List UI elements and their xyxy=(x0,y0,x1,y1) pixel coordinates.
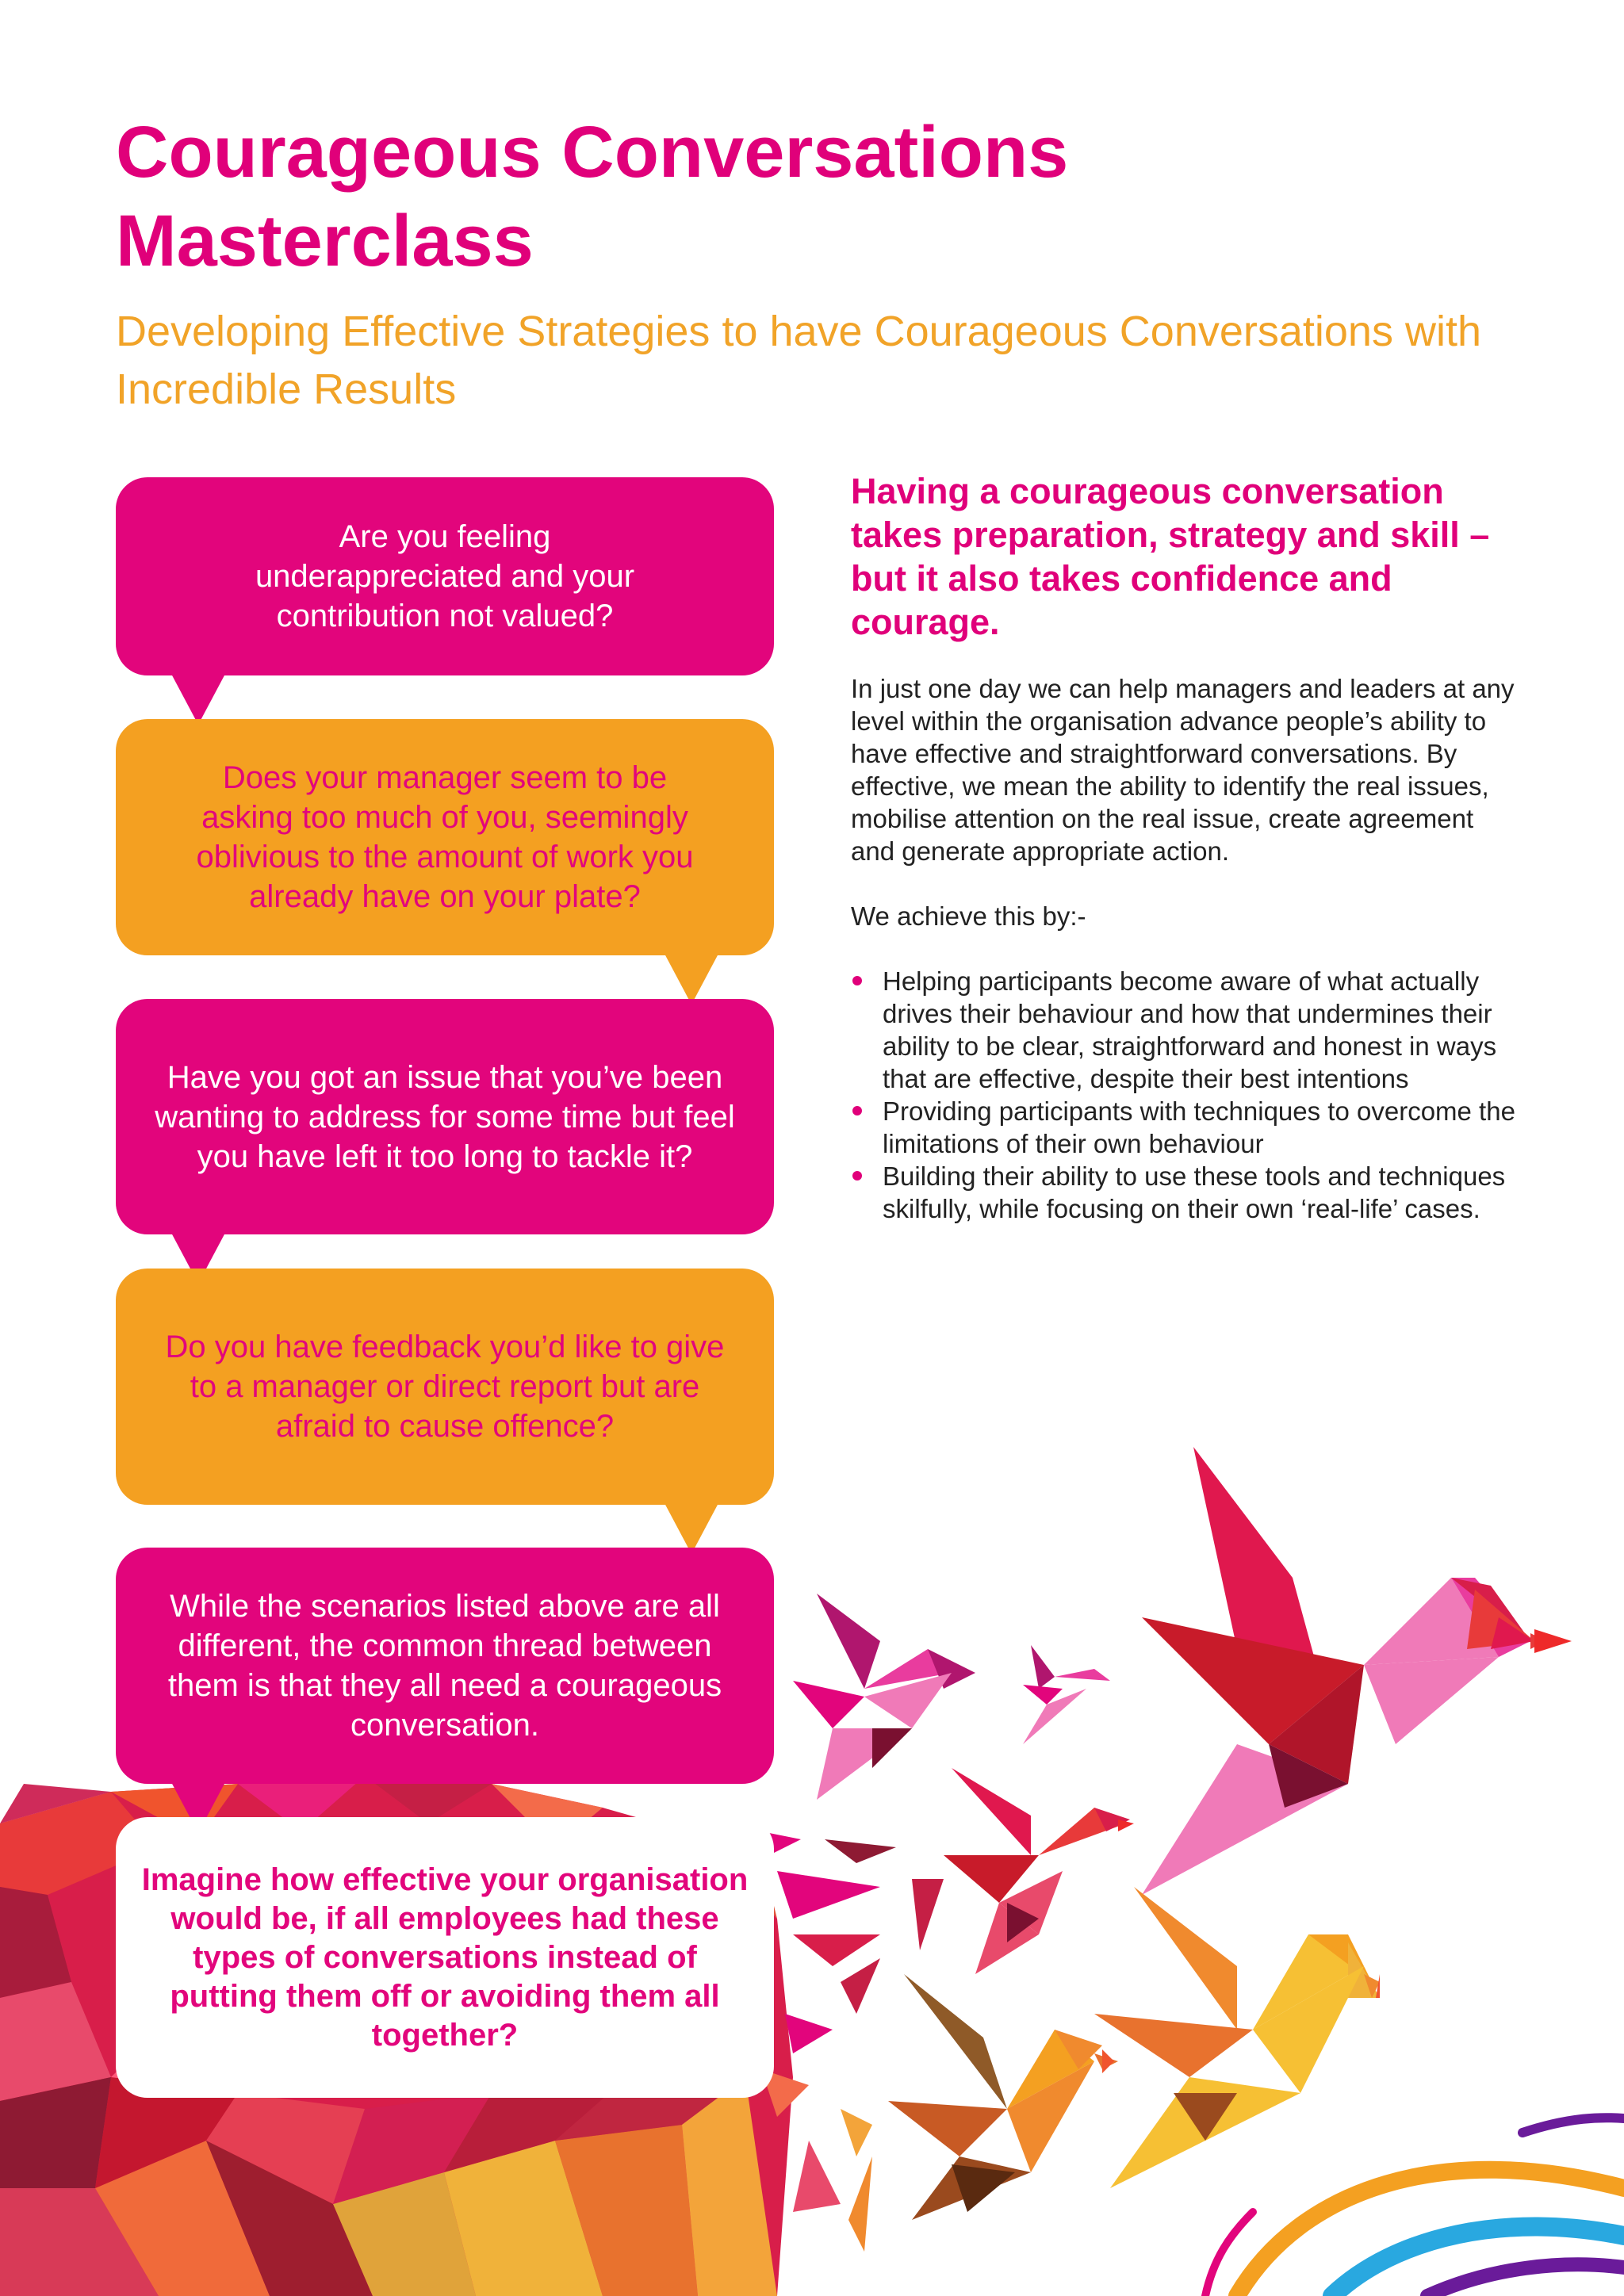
bubble-feedback xyxy=(116,1269,774,1505)
bubble-text: While the scenarios listed above are all different, the common thread between them is that they all need a courageous conversation. xyxy=(167,1589,722,1743)
large-red-bird xyxy=(1142,1447,1572,1895)
benefit-list xyxy=(851,965,1517,1225)
bubble-imagine xyxy=(116,1817,774,2098)
page-subtitle: Developing Effective Strategies to have Courageous Conversations with Incredible Results xyxy=(116,308,1481,413)
bubble-text: Have you got an issue that you’ve been wanting to address for some time but feel you have left it too long to tackle it? xyxy=(155,1059,735,1174)
bubble-tail xyxy=(665,954,718,1004)
bubble-tail xyxy=(171,674,225,725)
swirls xyxy=(1205,2118,1624,2296)
tiny-magenta-bird xyxy=(1023,1645,1110,1744)
section-heading: Having a courageous conversation takes preparation, strategy and skill – but it also takes confidence and courage. xyxy=(851,471,1490,642)
bubble-tail xyxy=(665,1503,718,1554)
list-item: Providing participants with techniques to overcome the limitations of their own behaviour xyxy=(851,1095,1517,1160)
achieve-label: We achieve this by:- xyxy=(851,901,1086,931)
section-body xyxy=(851,672,1517,1225)
bubble-text: Does your manager seem to be asking too much of you, seemingly oblivious to the amount of work you already have on your plate? xyxy=(196,760,694,914)
orange-bird-left xyxy=(888,1974,1118,2220)
list-item: Building their ability to use these tools and techniques skilfully, while focusing on their own ‘real-life’ cases. xyxy=(851,1160,1517,1225)
bubble-text: Are you feeling underappreciated and your contribution not valued? xyxy=(255,519,635,633)
bubble-issue-to-address xyxy=(116,999,774,1234)
bubble-manager-asking xyxy=(116,719,774,955)
bubble-text: Do you have feedback you’d like to give to a manager or direct report but are afraid to cause offence? xyxy=(165,1330,725,1444)
page-title: Courageous Conversations Masterclass xyxy=(116,112,1069,281)
orange-bird-right xyxy=(1094,1887,1380,2188)
bubble-text: Imagine how effective your organisation would be, if all employees had these types of conversations instead of putting them off or avoiding them all together? xyxy=(141,1862,749,2053)
red-bird xyxy=(944,1768,1134,1974)
intro-paragraph: In just one day we can help managers and leaders at any level within the organisation advance people’s ability to have effective and straightforward conversations. By effective, we mean the ability to identify the real issues, mobilise attention on the real issue, create agreement and generate appropriate action. xyxy=(851,674,1515,866)
bubble-common-thread xyxy=(116,1548,774,1784)
bubble-underappreciated xyxy=(116,477,774,675)
list-item: Helping participants become aware of what actually drives their behaviour and how that undermines their ability to be clear, straightforward and honest in ways that are effective, despite their best intentions xyxy=(851,965,1517,1095)
small-magenta-bird xyxy=(793,1594,975,1800)
